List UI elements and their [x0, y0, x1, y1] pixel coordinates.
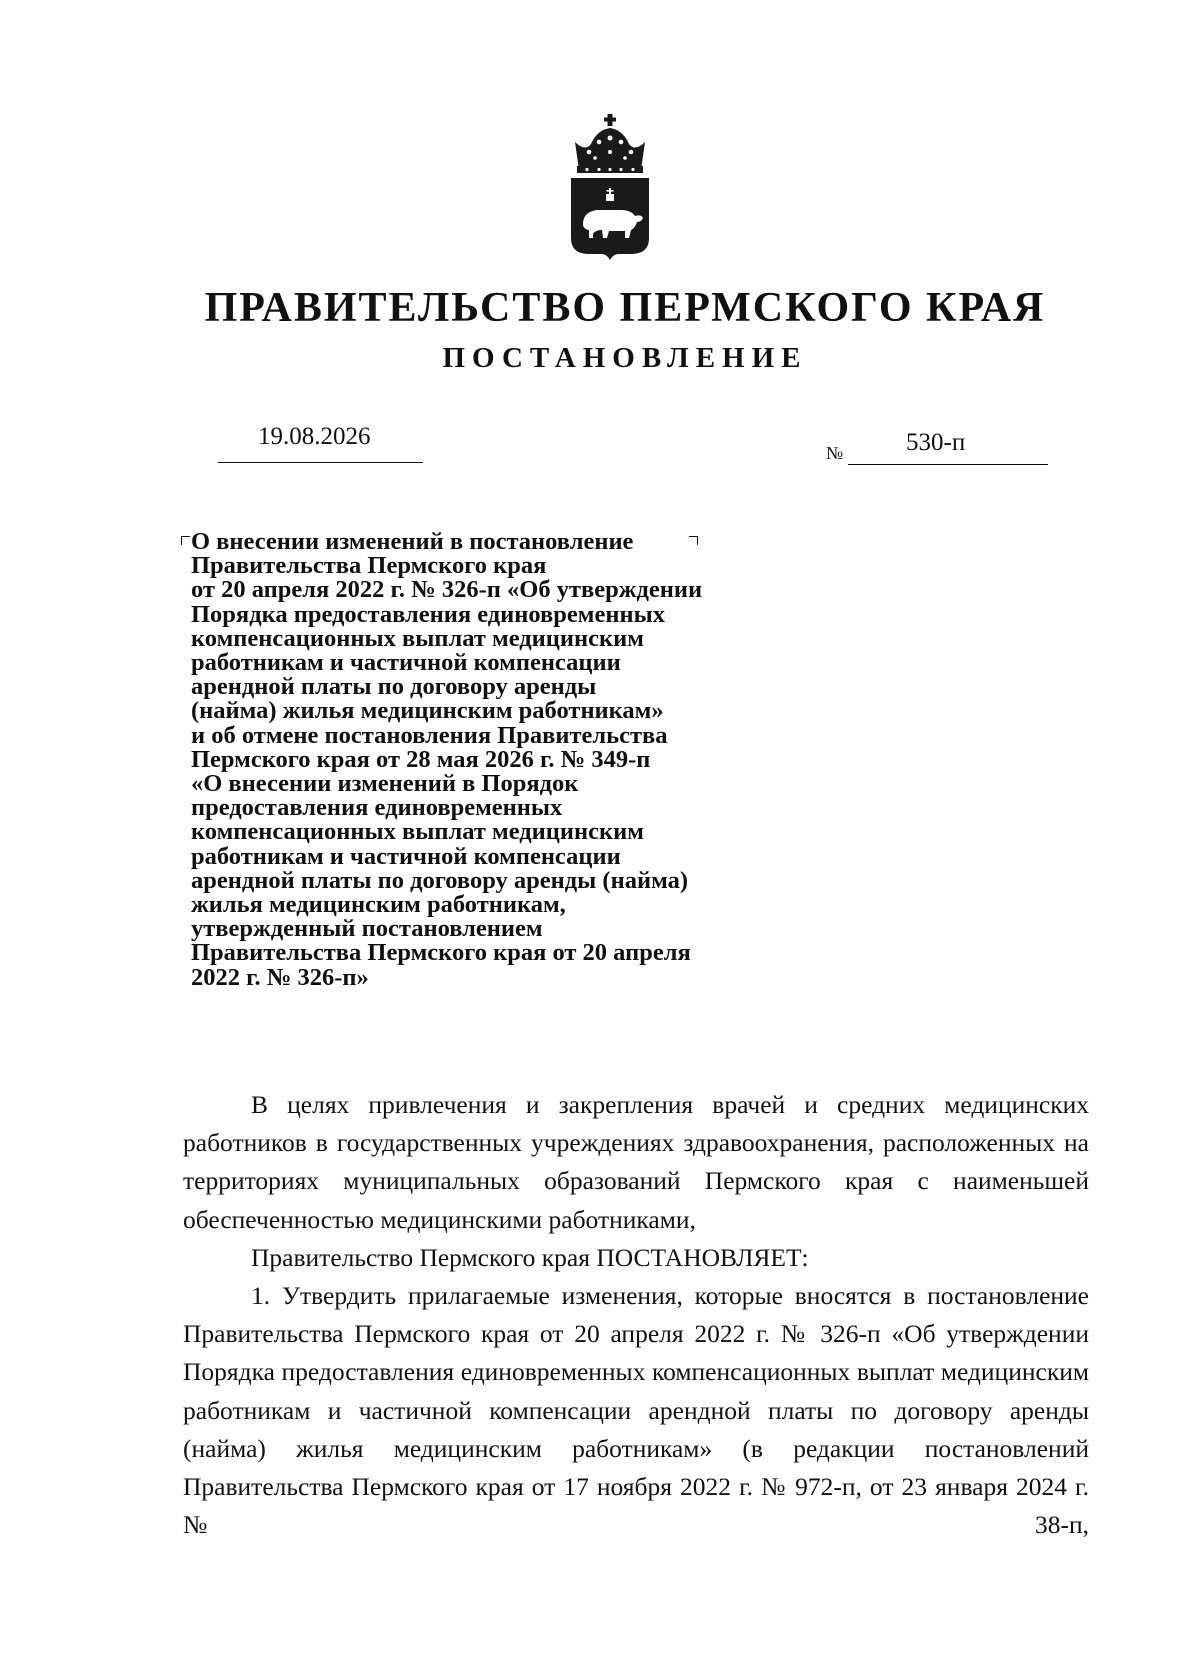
subject-line: Правительства Пермского края: [191, 552, 547, 580]
document-subject: [191, 530, 791, 990]
body-paragraph-item-1: 1. Утвердить прилагаемые изменения, которые вносятся в постановление Правительства Пермского края от 20 апреля 2022 г. № 326-п «Об утверждении Порядка предоставления единовременных компенсационных выплат медицинским работникам и частичной компенсации арендной платы по договору аренды (найма) жилья медицинским работникам» (в редакции постановлений Правительства Пермского края от 17 ноября 2022 г. № 972-п, от 23 января 2024 г. № 38-п,: [183, 1281, 1089, 1540]
subject-line: «О внесении изменений в Порядок: [191, 770, 579, 798]
number-field: [848, 424, 1048, 465]
subject-corner-left: [181, 536, 190, 545]
subject-line: жилья медицинским работникам,: [191, 891, 566, 919]
subject-line: компенсационных выплат медицинским: [191, 818, 644, 846]
document-date: 19.08.2026: [258, 423, 371, 450]
body-paragraph-preamble: В целях привлечения и закрепления врачей и средних медицинских работников в государственных учреждениях здравоохранения, расположенных на территориях муниципальных образований Пермского края с наименьшей обеспеченностью медицинскими работниками,: [183, 1090, 1089, 1234]
subject-line: предоставления единовременных: [191, 794, 563, 822]
subject-line: арендной платы по договору аренды: [191, 673, 597, 701]
subject-line: Правительства Пермского края от 20 апреля: [191, 939, 691, 967]
document-number: 530-п: [906, 429, 966, 456]
subject-line: и об отмене постановления Правительства: [191, 721, 668, 749]
number-sign: №: [826, 443, 844, 463]
subject-line: от 20 апреля 2022 г. № 326-п «Об утверждении: [191, 576, 703, 604]
subject-line: О внесении изменений в постановление: [191, 528, 634, 555]
subject-line: Порядка предоставления единовременных: [191, 600, 665, 628]
government-title: ПРАВИТЕЛЬСТВО ПЕРМСКОГО КРАЯ: [204, 285, 1046, 331]
date-field: [218, 420, 423, 463]
body-paragraph-resolves: Правительство Пермского края ПОСТАНОВЛЯЕТ:: [251, 1242, 809, 1272]
subject-line: арендной платы по договору аренды (найма): [191, 866, 688, 894]
subject-line: 2022 г. № 326-п»: [191, 963, 369, 991]
subject-line: утвержденный постановлением: [191, 915, 543, 943]
subject-line: компенсационных выплат медицинским: [191, 624, 644, 652]
subject-line: Пермского края от 28 мая 2026 г. № 349-п: [191, 745, 651, 773]
perm-krai-coat-of-arms-icon: [565, 112, 655, 262]
document-body: [183, 1086, 1089, 1544]
subject-line: работникам и частичной компенсации: [191, 842, 621, 870]
subject-line: работникам и частичной компенсации: [191, 649, 621, 677]
document-type: ПОСТАНОВЛЕНИЕ: [442, 342, 808, 374]
subject-line: (найма) жилья медицинским работникам»: [191, 697, 664, 725]
